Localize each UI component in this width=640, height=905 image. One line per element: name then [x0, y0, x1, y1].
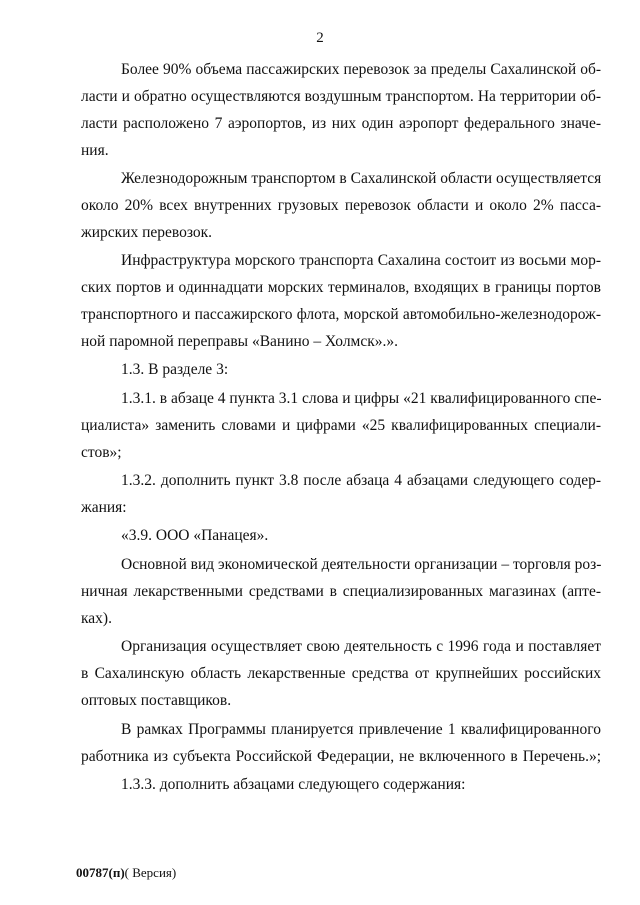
paragraph-line: Железнодорожным транспортом в Сахалинской области осуществляется [121, 170, 602, 187]
paragraph-line: работника из субъекта Российской Федерации, не включенного в Перечень.»; [81, 748, 601, 765]
paragraph-line: ласти расположено 7 аэропортов, из них один аэропорт федерального значе- [81, 115, 601, 132]
paragraph-line: В рамках Программы планируется привлечение 1 квалифицированного [121, 721, 601, 738]
document-code: 00787(п) [76, 865, 125, 880]
paragraph-line: ках). [81, 610, 112, 627]
paragraph-line: 1.3.1. в абзаце 4 пункта 3.1 слова и цифры «21 квалифицированного спе- [121, 390, 602, 407]
paragraph-line: Основной вид экономической деятельности организации – торговля роз- [121, 556, 602, 573]
paragraph-line: жания: [81, 499, 127, 516]
paragraph-line: 1.3.2. дополнить пункт 3.8 после абзаца 4 абзацами следующего содер- [121, 472, 601, 489]
paragraph-line: ласти и обратно осуществляются воздушным транспортом. На территории об- [81, 88, 601, 105]
paragraph-line: оптовых поставщиков. [81, 692, 232, 709]
paragraph-line: циалиста» заменить словами и цифрами «25 квалифицированных специали- [81, 417, 601, 434]
paragraph-line: ничная лекарственными средствами в специализированных магазинах (апте- [81, 583, 601, 600]
paragraph-line: в Сахалинскую область лекарственные средства от крупнейших российских [81, 665, 601, 682]
paragraph-line: 1.3. В разделе 3: [121, 361, 229, 378]
paragraph-line: Более 90% объема пассажирских перевозок за пределы Сахалинской об- [121, 61, 601, 78]
paragraph-line: ских портов и одиннадцати морских терминалов, входящих в границы портов [81, 279, 601, 296]
version-label: ( Версия) [124, 865, 177, 880]
paragraph-line: стов»; [81, 444, 122, 461]
paragraph-line: 1.3.3. дополнить абзацами следующего содержания: [121, 776, 466, 793]
paragraph-line: жирских перевозок. [81, 224, 213, 241]
paragraph-line: ной паромной переправы «Ванино – Холмск».». [81, 333, 399, 350]
paragraph-line: «3.9. ООО «Панацея». [121, 527, 269, 544]
paragraph-line: около 20% всех внутренних грузовых перевозок области и около 2% пасса- [81, 197, 601, 214]
paragraph-line: транспортного и пассажирского флота, морской автомобильно-железнодорож- [81, 306, 601, 323]
paragraph-line: ния. [81, 142, 109, 159]
document-footer [76, 865, 176, 881]
paragraph-line: Инфраструктура морского транспорта Сахалина состоит из восьми мор- [121, 252, 601, 269]
paragraph-line: Организация осуществляет свою деятельность с 1996 года и поставляет [121, 638, 601, 655]
page-number: 2 [316, 30, 324, 46]
